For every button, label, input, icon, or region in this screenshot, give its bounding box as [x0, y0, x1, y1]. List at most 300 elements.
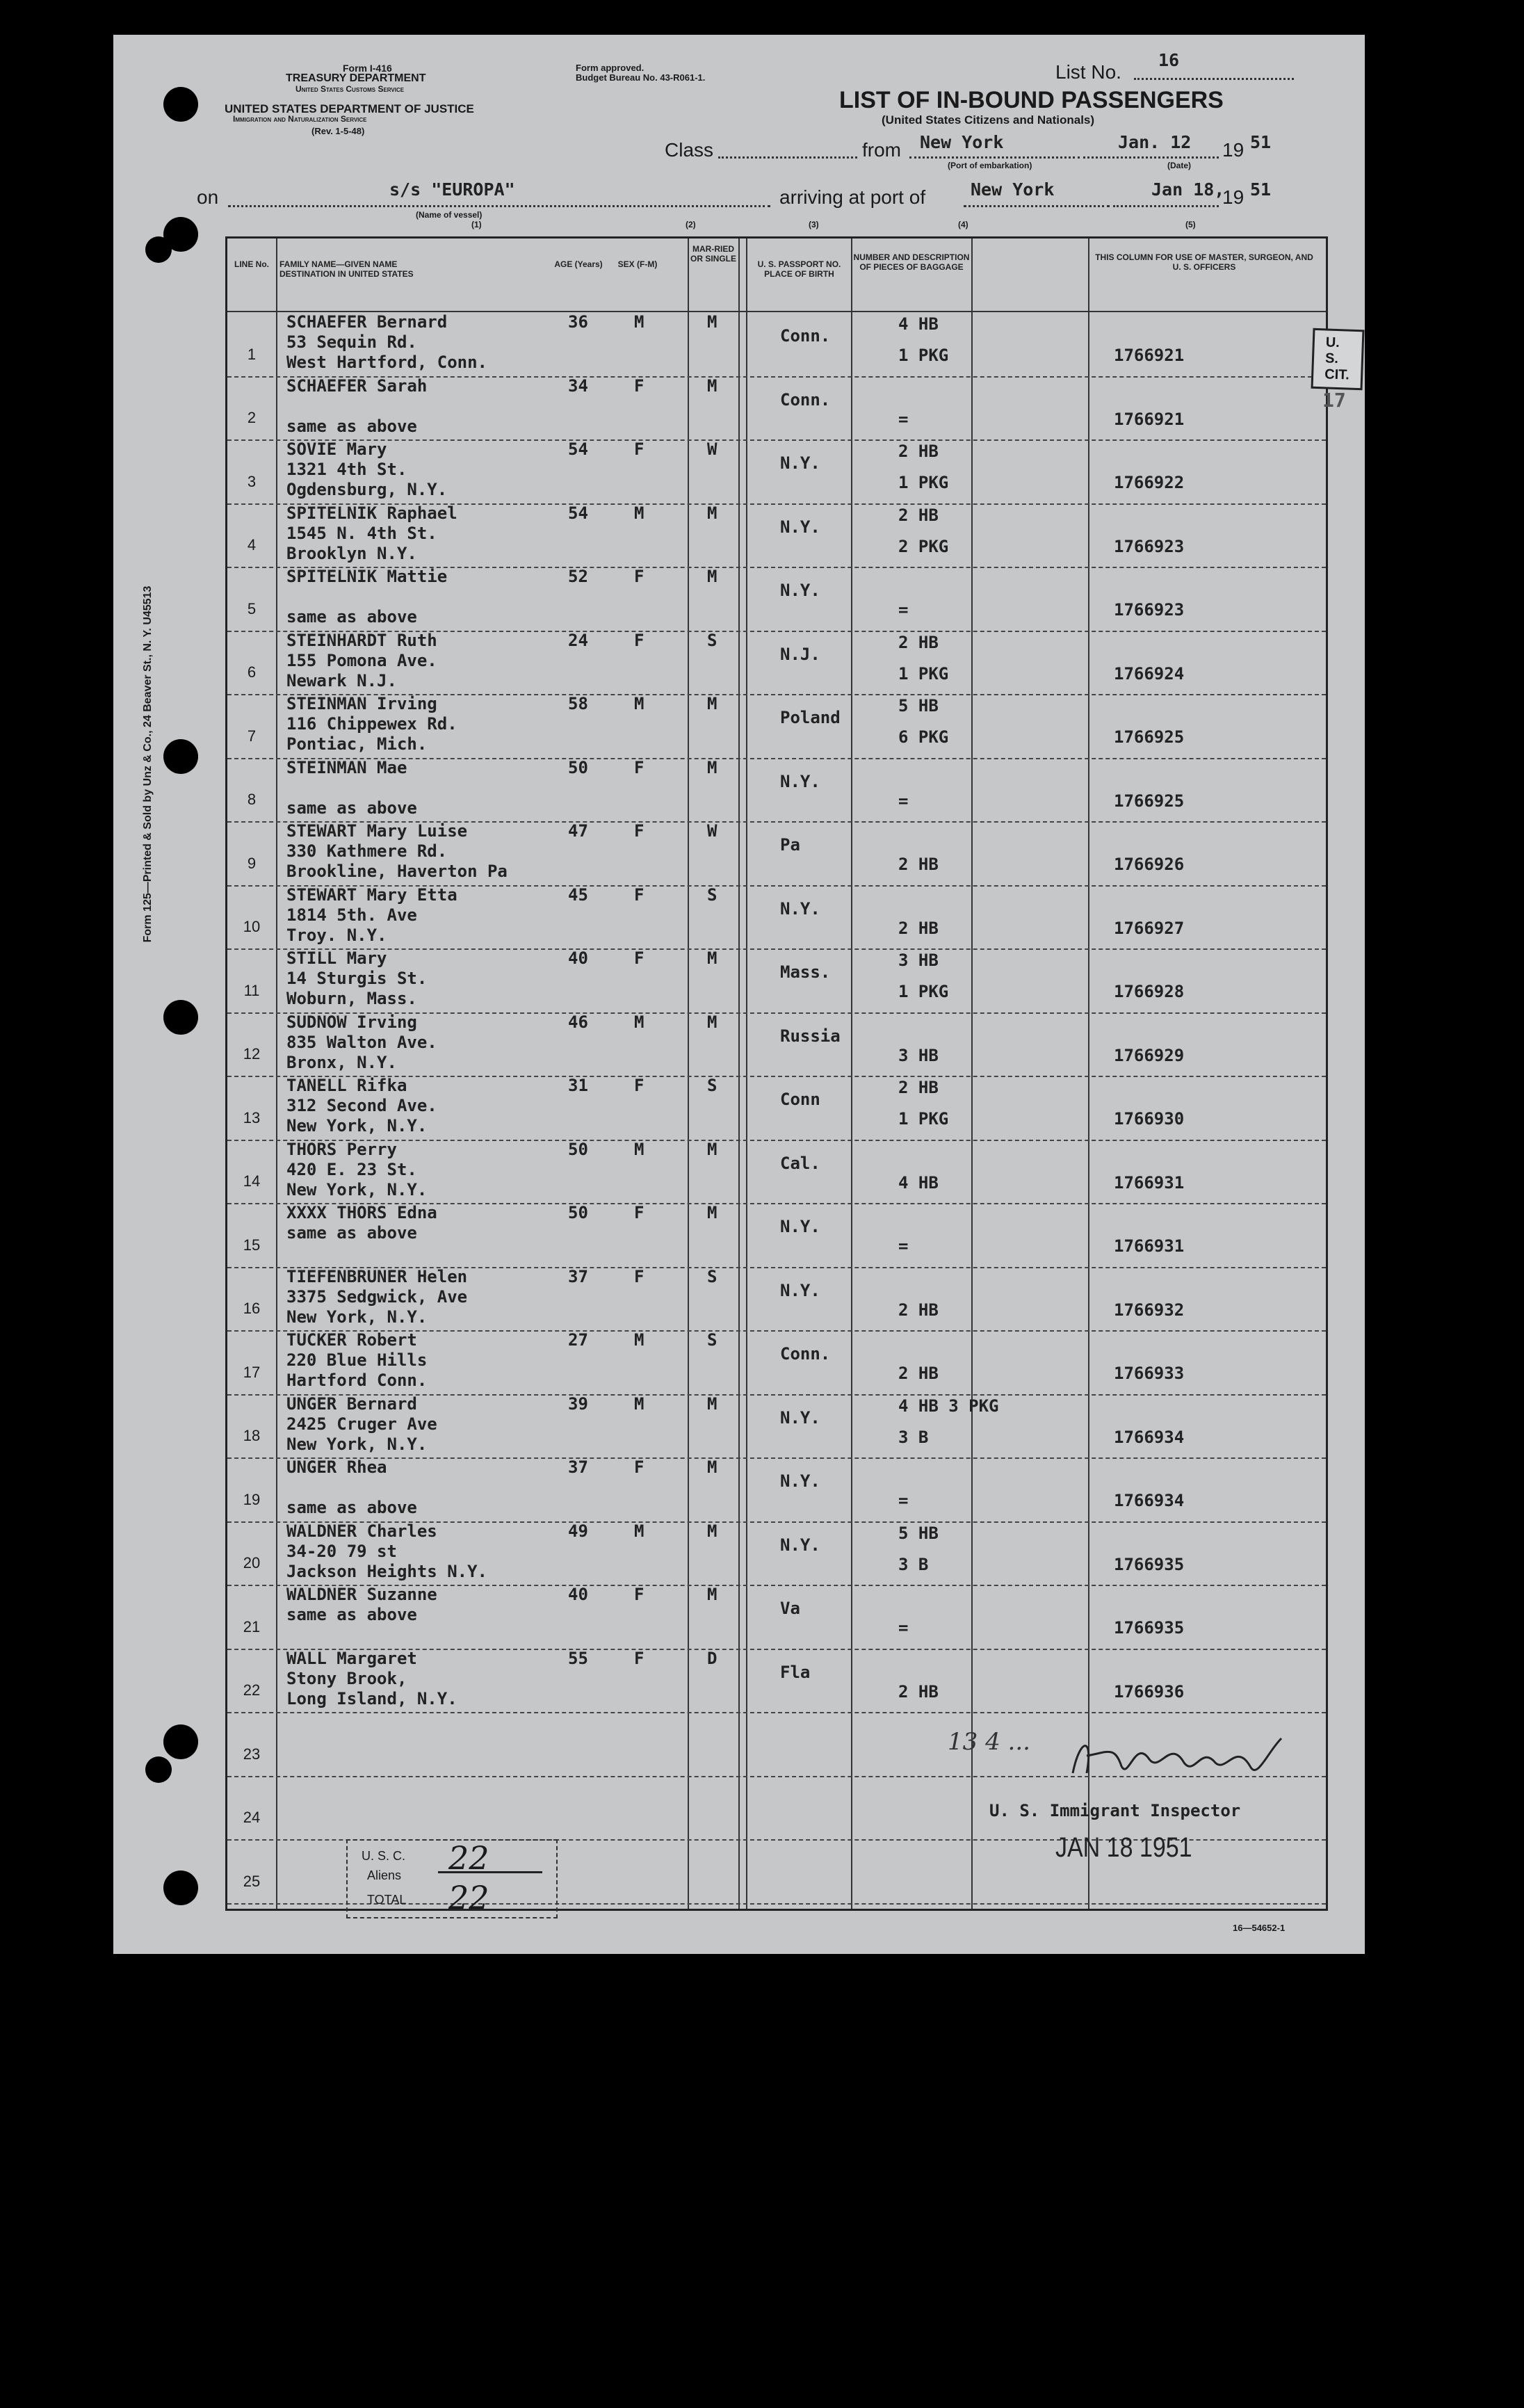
passenger-marital-status: M: [707, 1139, 718, 1159]
officer-ticket-number: 1766925: [1114, 791, 1185, 811]
baggage-line-2: 3 B: [898, 1554, 929, 1574]
line-number: 20: [243, 1554, 261, 1571]
table-row: [227, 1203, 1326, 1268]
passenger-marital-status: M: [707, 948, 718, 968]
list-no-label: List No.: [1055, 61, 1121, 83]
page-title: LIST OF IN-BOUND PASSENGERS: [839, 87, 1224, 113]
passenger-marital-status: M: [707, 1012, 718, 1032]
passenger-address-2: Long Island, N.Y.: [286, 1688, 457, 1708]
passenger-name: STEINMAN Mae: [286, 757, 407, 777]
passenger-address-1: same as above: [286, 1223, 417, 1243]
passenger-sex: F: [634, 567, 645, 586]
passenger-address-2: New York, N.Y.: [286, 1179, 428, 1199]
passenger-birthplace: Cal.: [780, 1153, 820, 1173]
passenger-birthplace: Va: [780, 1599, 800, 1618]
form-approved: Form approved.: [576, 63, 645, 73]
table-row: [227, 885, 1326, 951]
hand-note: 13 4 ...: [948, 1728, 1030, 1756]
passenger-address-1: same as above: [286, 1605, 417, 1624]
passenger-marital-status: M: [707, 567, 718, 586]
passenger-name: WALL Margaret: [286, 1648, 417, 1668]
table-row: [227, 694, 1326, 759]
count-box-total-label: TOTAL: [367, 1893, 407, 1907]
passenger-birthplace: N.Y.: [780, 771, 820, 791]
passenger-birthplace: N.Y.: [780, 453, 820, 473]
line-number: 13: [243, 1108, 261, 1126]
punch-hole: [163, 1000, 198, 1035]
us-cit-stamp: U. S. CIT.: [1311, 328, 1365, 391]
passenger-address-2: New York, N.Y.: [286, 1116, 428, 1136]
passenger-name: XXXX THORS Edna: [286, 1203, 437, 1222]
baggage-line-2: =: [898, 791, 909, 811]
baggage-line-2: 1 PKG: [898, 473, 949, 492]
passenger-sex: M: [634, 694, 645, 713]
passenger-address-2: Bronx, N.Y.: [286, 1052, 397, 1072]
passenger-marital-status: M: [707, 694, 718, 713]
baggage-line-1: 2 HB: [898, 1078, 939, 1097]
passenger-age: 49: [568, 1521, 588, 1541]
baggage-line-2: 2 HB: [898, 918, 939, 938]
baggage-line-2: 3 HB: [898, 1045, 939, 1065]
passenger-marital-status: M: [707, 1585, 718, 1604]
vessel-caption: (Name of vessel): [416, 210, 483, 220]
passenger-name: WALDNER Charles: [286, 1521, 437, 1541]
line-number: 17: [243, 1363, 261, 1381]
baggage-line-2: 2 PKG: [898, 536, 949, 556]
punch-hole: [163, 739, 198, 774]
baggage-line-2: 2 HB: [898, 1300, 939, 1320]
passenger-sex: F: [634, 375, 645, 396]
passenger-age: 54: [568, 503, 588, 523]
passenger-age: 55: [568, 1648, 588, 1668]
passenger-marital-status: M: [707, 1393, 718, 1414]
passenger-age: 46: [568, 1012, 588, 1032]
count-box-aliens-label: Aliens: [367, 1868, 402, 1882]
officer-ticket-number: 1766936: [1114, 1681, 1185, 1702]
passenger-age: 24: [568, 630, 588, 650]
officer-ticket-number: 1766926: [1114, 855, 1185, 874]
col-num-2: (2): [686, 220, 696, 229]
line-number: 1: [247, 345, 257, 363]
passenger-sex: F: [634, 821, 645, 841]
table-row: [227, 821, 1326, 887]
passenger-birthplace: Russia: [780, 1026, 841, 1046]
passenger-marital-status: M: [707, 1457, 718, 1477]
passenger-birthplace: N.Y.: [780, 1535, 820, 1555]
header-age: AGE (Years): [554, 259, 603, 269]
passenger-birthplace: Pa: [780, 835, 800, 855]
passenger-address-2: same as above: [286, 416, 417, 436]
table-row: [227, 503, 1326, 569]
document-page: [113, 35, 1365, 1954]
line-number: 8: [247, 791, 257, 808]
officer-ticket-number: 1766935: [1114, 1618, 1185, 1638]
passenger-age: 37: [568, 1457, 588, 1477]
line-number: 10: [243, 918, 261, 935]
passenger-name: UNGER Rhea: [286, 1457, 387, 1477]
baggage-line-2: 4 HB: [898, 1172, 939, 1193]
officer-ticket-number: 1766921: [1114, 346, 1185, 365]
line-number: 19: [243, 1490, 261, 1508]
officer-ticket-number: 1766927: [1114, 918, 1185, 938]
passenger-sex: F: [634, 630, 645, 650]
dept1: TREASURY DEPARTMENT: [286, 72, 426, 84]
line-number: 5: [247, 599, 257, 617]
col-num-3: (3): [809, 220, 819, 229]
officer-ticket-number: 1766928: [1114, 982, 1185, 1001]
passenger-address-2: Ogdensburg, N.Y.: [286, 480, 448, 499]
passenger-birthplace: Conn.: [780, 326, 831, 346]
vessel-line: [228, 205, 770, 207]
table-row: [227, 758, 1326, 823]
passenger-birthplace: Conn: [780, 1090, 820, 1109]
class-line: [718, 156, 857, 159]
passenger-marital-status: S: [707, 1330, 718, 1350]
officer-ticket-number: 1766935: [1114, 1554, 1185, 1574]
line-number: 6: [247, 663, 257, 681]
passenger-address-2: same as above: [286, 798, 417, 818]
passenger-name: SUDNOW Irving: [286, 1012, 417, 1032]
passenger-age: 52: [568, 567, 588, 586]
passenger-sex: M: [634, 312, 645, 332]
passenger-address-1: Stony Brook,: [286, 1668, 407, 1688]
passenger-address-1: 1321 4th St.: [286, 460, 407, 479]
passenger-name: TANELL Rifka: [286, 1076, 407, 1095]
table-row: [227, 439, 1326, 505]
officer-ticket-number: 1766924: [1114, 663, 1185, 684]
passenger-name: TUCKER Robert: [286, 1330, 417, 1350]
passenger-address-1: 155 Pomona Ave.: [286, 650, 437, 670]
passenger-marital-status: M: [707, 757, 718, 777]
passenger-age: 45: [568, 884, 588, 905]
line-number: 7: [247, 727, 257, 745]
from-label: from: [862, 139, 901, 161]
passenger-name: STEINMAN Irving: [286, 694, 437, 713]
form-number: Form I-416: [343, 63, 392, 74]
on-label: on: [197, 186, 219, 208]
passenger-birthplace: N.Y.: [780, 1280, 820, 1300]
baggage-line-1: 5 HB: [898, 696, 939, 716]
passenger-age: 50: [568, 757, 588, 777]
passenger-marital-status: D: [707, 1648, 718, 1668]
dept2-sub: Immigration and Naturalization Service: [233, 114, 367, 124]
table-row: [227, 631, 1326, 696]
passenger-birthplace: N.Y.: [780, 1407, 820, 1428]
passenger-address-2: same as above: [286, 607, 417, 627]
passenger-name: SPITELNIK Raphael: [286, 503, 457, 523]
passenger-age: 58: [568, 694, 588, 713]
passenger-address-1: 220 Blue Hills: [286, 1350, 428, 1370]
line-number: 11: [243, 981, 260, 999]
arrival-date-line: [1113, 205, 1219, 207]
officer-ticket-number: 1766934: [1114, 1491, 1185, 1510]
vessel-name: s/s "EUROPA": [389, 179, 515, 200]
baggage-line-2: 2 HB: [898, 1364, 939, 1383]
passenger-name: WALDNER Suzanne: [286, 1585, 437, 1604]
passenger-age: 54: [568, 439, 588, 459]
baggage-line-2: 1 PKG: [898, 663, 949, 684]
punch-hole: [145, 236, 172, 263]
col-num-4: (4): [958, 220, 968, 229]
passenger-address-1: 34-20 79 st: [286, 1541, 397, 1561]
count-box-usc-label: U. S. C.: [362, 1849, 406, 1863]
passenger-name: SOVIE Mary: [286, 439, 387, 459]
arrival-port-line: [964, 205, 1110, 207]
baggage-line-2: 3 B: [898, 1427, 929, 1447]
baggage-line-1: 2 HB: [898, 505, 939, 525]
passenger-sex: F: [634, 1457, 645, 1477]
line-number: 12: [243, 1045, 261, 1062]
passenger-address-2: Brooklyn N.Y.: [286, 543, 417, 563]
passenger-name: UNGER Bernard: [286, 1393, 417, 1414]
count-box-usc-value: 22: [448, 1839, 489, 1877]
table-row: [227, 1140, 1326, 1205]
baggage-line-2: =: [898, 409, 909, 429]
baggage-line-2: =: [898, 1618, 909, 1638]
line-number: 22: [243, 1681, 261, 1699]
passenger-birthplace: N.Y.: [780, 517, 820, 537]
header-baggage: NUMBER AND DESCRIPTION OF PIECES OF BAGGAGE: [853, 252, 970, 272]
table-row: [227, 312, 1326, 378]
table-row: [227, 376, 1326, 442]
passenger-name: STEWART Mary Etta: [286, 884, 457, 905]
passenger-address-1: 835 Walton Ave.: [286, 1032, 437, 1052]
passenger-sex: M: [634, 1393, 645, 1414]
passenger-address-1: 116 Chippewex Rd.: [286, 714, 457, 734]
passenger-sex: F: [634, 1203, 645, 1222]
passenger-address-1: 2425 Cruger Ave: [286, 1414, 437, 1434]
passenger-address-2: Hartford Conn.: [286, 1371, 428, 1390]
line-number: 4: [247, 536, 257, 553]
arriving-label: arriving at port of: [779, 186, 926, 208]
passenger-birthplace: Mass.: [780, 962, 831, 982]
from-date-line: [1083, 156, 1219, 159]
passenger-name: THORS Perry: [286, 1139, 397, 1159]
passenger-address-2: Pontiac, Mich.: [286, 734, 428, 754]
passenger-address-2: New York, N.Y.: [286, 1434, 428, 1454]
baggage-line-1: 2 HB: [898, 632, 939, 652]
line-number: 2: [247, 409, 257, 426]
passenger-sex: M: [634, 1139, 645, 1159]
side-print: Form 125—Printed & Sold by Unz & Co., 24 Beaver St., N. Y. U45513: [142, 585, 154, 943]
passenger-marital-status: S: [707, 1266, 718, 1286]
passenger-marital-status: W: [707, 439, 718, 459]
passenger-birthplace: N.Y.: [780, 581, 820, 600]
passenger-age: 50: [568, 1139, 588, 1159]
passenger-address-2: Jackson Heights N.Y.: [286, 1561, 487, 1581]
passenger-age: 34: [568, 375, 588, 396]
passenger-marital-status: M: [707, 1521, 718, 1541]
passenger-address-2: New York, N.Y.: [286, 1307, 428, 1327]
dept2: UNITED STATES DEPARTMENT OF JUSTICE: [225, 102, 474, 115]
officer-ticket-number: 1766934: [1114, 1427, 1185, 1447]
list-no-value: 16: [1158, 50, 1180, 70]
passenger-sex: F: [634, 948, 645, 968]
table-row: [227, 567, 1326, 632]
passenger-marital-status: S: [707, 1076, 718, 1095]
passenger-address-2: West Hartford, Conn.: [286, 353, 487, 372]
passenger-address-1: 53 Sequin Rd.: [286, 332, 417, 352]
from-year: 51: [1250, 132, 1272, 152]
officer-ticket-number: 1766930: [1114, 1109, 1185, 1129]
punch-hole: [163, 1870, 198, 1905]
passenger-marital-status: M: [707, 503, 718, 523]
budget-bureau: Budget Bureau No. 43-R061-1.: [576, 72, 706, 83]
baggage-line-2: =: [898, 600, 909, 620]
passenger-sex: F: [634, 1585, 645, 1604]
punch-hole: [163, 1724, 198, 1759]
col-num-5: (5): [1185, 220, 1196, 229]
col-num-1: (1): [471, 220, 482, 229]
line-number: 9: [247, 854, 257, 872]
punch-hole: [145, 1756, 172, 1783]
from-date: Jan. 12: [1118, 132, 1192, 152]
passenger-name: TIEFENBRUNER Helen: [286, 1266, 468, 1286]
arrival-date: Jan 18,: [1151, 179, 1225, 200]
passenger-address-1: 1545 N. 4th St.: [286, 523, 437, 543]
table-row: [227, 1457, 1326, 1523]
passenger-birthplace: N.Y.: [780, 1471, 820, 1491]
passenger-name: STEINHARDT Ruth: [286, 630, 437, 650]
table-row: [227, 948, 1326, 1014]
passenger-address-2: Newark N.J.: [286, 670, 397, 690]
passenger-name: STILL Mary: [286, 948, 387, 968]
line-number: 24: [243, 1809, 261, 1826]
passenger-sex: M: [634, 1330, 645, 1350]
passenger-birthplace: N.Y.: [780, 898, 820, 919]
from-port-line: [909, 156, 1080, 159]
count-box-total-value: 22: [448, 1879, 489, 1916]
baggage-line-1: 4 HB 3 PKG: [898, 1396, 999, 1416]
passenger-name: SCHAEFER Bernard: [286, 312, 448, 332]
passenger-name: SPITELNIK Mattie: [286, 567, 448, 586]
passenger-age: 50: [568, 1203, 588, 1222]
officer-ticket-number: 1766929: [1114, 1045, 1185, 1065]
baggage-line-2: =: [898, 1236, 909, 1256]
baggage-line-2: 6 PKG: [898, 727, 949, 747]
from-year-prefix: 19: [1222, 139, 1245, 161]
table-row: [227, 1649, 1326, 1714]
passenger-address-1: 420 E. 23 St.: [286, 1159, 417, 1179]
count-box: [346, 1839, 558, 1918]
line-number: 14: [243, 1172, 261, 1190]
passenger-sex: F: [634, 1266, 645, 1286]
class-label: Class: [665, 139, 714, 161]
officer-ticket-number: 1766931: [1114, 1236, 1185, 1256]
header-name: FAMILY NAME—GIVEN NAME DESTINATION IN UNITED STATES: [279, 259, 414, 279]
header-married: MAR-RIED OR SINGLE: [690, 244, 736, 264]
passenger-birthplace: Conn.: [780, 389, 831, 410]
from-port: New York: [920, 132, 1004, 152]
passenger-marital-status: S: [707, 884, 718, 905]
officer-ticket-number: 1766923: [1114, 536, 1185, 556]
baggage-line-2: 2 HB: [898, 1681, 939, 1702]
passenger-marital-status: M: [707, 375, 718, 396]
passenger-sex: M: [634, 503, 645, 523]
passenger-age: 27: [568, 1330, 588, 1350]
row2-annotation: 17: [1322, 389, 1346, 412]
table-row: [227, 1394, 1326, 1460]
baggage-line-2: 2 HB: [898, 855, 939, 874]
passenger-marital-status: S: [707, 630, 718, 650]
table-row: [227, 1585, 1326, 1650]
punch-hole: [163, 87, 198, 122]
count-box-rule: [438, 1871, 542, 1873]
passenger-address-1: 312 Second Ave.: [286, 1096, 437, 1115]
passenger-address-2: Woburn, Mass.: [286, 989, 417, 1008]
inspection-date-stamp: JAN 18 1951: [1055, 1832, 1192, 1863]
passenger-name: STEWART Mary Luise: [286, 821, 468, 841]
passenger-address-2: Brookline, Haverton Pa: [286, 862, 508, 881]
passenger-age: 39: [568, 1393, 588, 1414]
passenger-birthplace: Poland: [780, 708, 841, 727]
officer-ticket-number: 1766931: [1114, 1172, 1185, 1193]
line-number: 25: [243, 1872, 261, 1890]
passenger-sex: F: [634, 884, 645, 905]
table-row: [227, 1521, 1326, 1587]
header-sex: SEX (F-M): [617, 259, 658, 269]
baggage-line-1: 4 HB: [898, 314, 939, 334]
revision: (Rev. 1-5-48): [311, 126, 365, 136]
officer-ticket-number: 1766922: [1114, 473, 1185, 492]
baggage-line-1: 3 HB: [898, 951, 939, 970]
passenger-age: 31: [568, 1076, 588, 1095]
baggage-line-1: 2 HB: [898, 442, 939, 461]
passenger-sex: F: [634, 1648, 645, 1668]
table-row: [227, 1267, 1326, 1332]
line-number: 18: [243, 1427, 261, 1444]
table-row: [227, 1076, 1326, 1141]
list-no-line: [1134, 78, 1294, 80]
passenger-birthplace: Conn.: [780, 1344, 831, 1364]
passenger-marital-status: W: [707, 821, 718, 841]
arrival-port: New York: [971, 179, 1055, 200]
passenger-sex: M: [634, 1012, 645, 1032]
baggage-line-2: 1 PKG: [898, 1109, 949, 1129]
dept1-sub: United States Customs Service: [295, 84, 405, 94]
passenger-age: 47: [568, 821, 588, 841]
passenger-sex: F: [634, 439, 645, 459]
inspector-signature: [1066, 1724, 1288, 1787]
passenger-age: 40: [568, 948, 588, 968]
passenger-address-2: Troy. N.Y.: [286, 925, 387, 945]
passenger-age: 36: [568, 312, 588, 332]
header-line-no: LINE No.: [234, 259, 269, 269]
passenger-sex: F: [634, 757, 645, 777]
header-officers: THIS COLUMN FOR USE OF MASTER, SURGEON, AND U. S. OFFICERS: [1095, 252, 1313, 272]
line-number: 21: [243, 1617, 261, 1635]
line-number: 3: [247, 472, 257, 490]
passenger-sex: F: [634, 1076, 645, 1095]
officer-ticket-number: 1766932: [1114, 1300, 1185, 1320]
passenger-marital-status: M: [707, 1203, 718, 1222]
page-subtitle: (United States Citizens and Nationals): [882, 113, 1095, 127]
arrival-year: 51: [1250, 179, 1272, 200]
passenger-address-1: 3375 Sedgwick, Ave: [286, 1286, 468, 1307]
inspector-title: U. S. Immigrant Inspector: [989, 1801, 1241, 1820]
passenger-sex: M: [634, 1521, 645, 1541]
header-passport: U. S. PASSPORT NO. PLACE OF BIRTH: [757, 259, 841, 279]
port-embarkation-caption: (Port of embarkation): [948, 161, 1032, 170]
baggage-line-1: 5 HB: [898, 1523, 939, 1543]
officer-ticket-number: 1766921: [1114, 409, 1185, 429]
baggage-line-2: 1 PKG: [898, 982, 949, 1001]
passenger-address-1: 1814 5th. Ave: [286, 905, 417, 925]
line-number: 15: [243, 1236, 261, 1254]
passenger-age: 40: [568, 1585, 588, 1604]
passenger-table: [225, 236, 1350, 1911]
arrival-year-prefix: 19: [1222, 186, 1245, 208]
